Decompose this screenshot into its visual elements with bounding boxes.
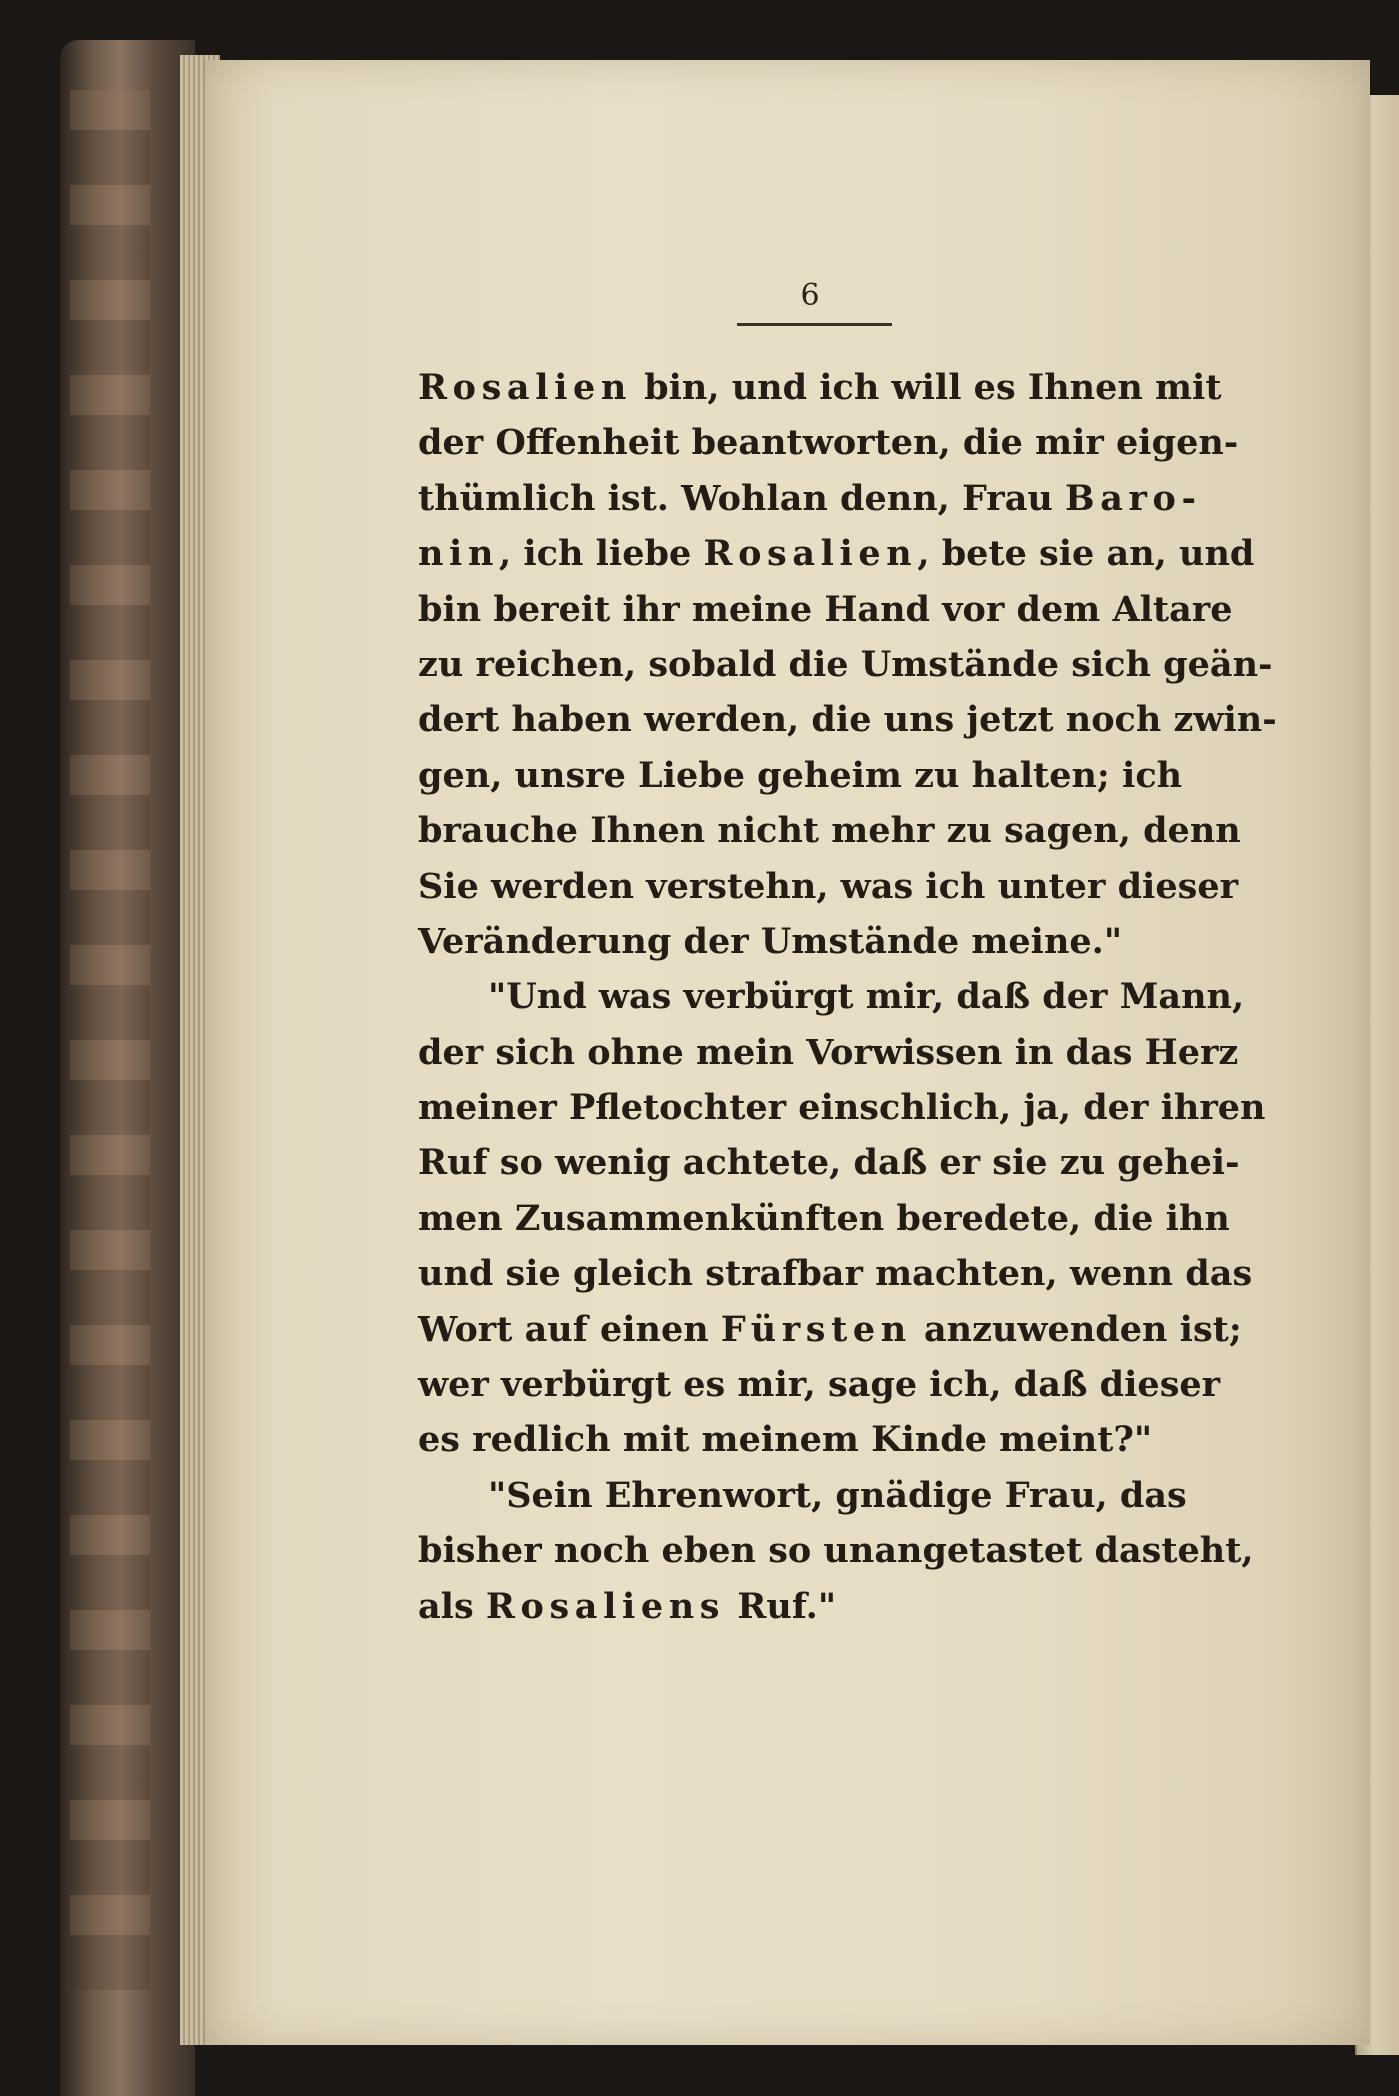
text-segment: der Offenheit beantworten, die mir eigen- — [418, 422, 1239, 464]
text-line — [418, 1523, 1254, 1578]
text-segment: gen, unsre Liebe geheim zu halten; ich — [418, 754, 1183, 796]
text-segment: meiner Pfletochter einschlich, ja, der ihren — [418, 1087, 1266, 1129]
spaced-word: Rosalien — [703, 533, 918, 575]
text-segment: bisher noch eben so unangetastet dasteht, — [418, 1530, 1254, 1572]
text-segment: anzuwenden ist; — [911, 1308, 1242, 1350]
spaced-word: Baro- — [1065, 477, 1202, 519]
spaced-word: nin — [418, 533, 499, 575]
text-line — [418, 803, 1241, 858]
page-number: 6 — [800, 278, 820, 313]
text-line — [418, 360, 1222, 415]
text-segment: Ruf so wenig achtete, daß er sie zu gehei- — [418, 1142, 1240, 1184]
text-line — [418, 637, 1273, 692]
text-segment: brauche Ihnen nicht mehr zu sagen, denn — [418, 810, 1241, 852]
text-line — [418, 1357, 1221, 1412]
text-line — [418, 969, 1245, 1024]
text-segment: "Und was verbürgt mir, daß der Mann, — [488, 976, 1245, 1018]
text-segment: als — [418, 1585, 486, 1627]
text-segment: es redlich mit meinem Kinde meint?" — [418, 1419, 1153, 1461]
text-line — [418, 1412, 1170, 1467]
text-line — [418, 1025, 1239, 1080]
spaced-word: Rosalien — [418, 367, 632, 408]
text-line — [418, 526, 1255, 581]
text-segment: zu reichen, sobald die Umstände sich geän- — [418, 643, 1273, 685]
text-line — [418, 1579, 1170, 1634]
text-segment: dert haben werden, die uns jetzt noch zwin- — [418, 699, 1277, 741]
text-segment: Sie werden verstehn, was ich unter dieser — [418, 865, 1239, 907]
text-segment: , ich liebe — [499, 533, 704, 575]
text-segment: bin bereit ihr meine Hand vor dem Altare — [418, 588, 1233, 630]
text-segment: , bete sie an, und — [917, 533, 1255, 575]
text-segment: der sich ohne mein Vorwissen in das Herz — [418, 1031, 1239, 1073]
text-segment: Ruf." — [725, 1585, 837, 1627]
spine-texture — [70, 90, 150, 1990]
text-line — [418, 471, 1202, 526]
text-segment: bin, und ich will es Ihnen mit — [631, 367, 1222, 408]
text-line — [418, 748, 1183, 803]
header-rule — [737, 323, 892, 326]
text-segment: Wort auf einen — [418, 1308, 721, 1350]
text-segment: wer verbürgt es mir, sage ich, daß dieser — [418, 1364, 1221, 1406]
text-segment: thümlich ist. Wohlan denn, Frau — [418, 477, 1066, 519]
text-line — [418, 1246, 1253, 1301]
text-line — [418, 1468, 1187, 1523]
text-line — [418, 1302, 1242, 1357]
text-segment: "Sein Ehrenwort, gnädige Frau, das — [488, 1474, 1187, 1516]
spaced-word: Fürsten — [720, 1308, 912, 1350]
text-line — [418, 859, 1239, 914]
text-segment: Veränderung der Umstände meine." — [418, 920, 1123, 962]
text-line — [418, 582, 1233, 637]
text-line — [418, 1080, 1266, 1135]
page-body-text — [418, 360, 1277, 1634]
text-line — [418, 415, 1239, 470]
text-line — [418, 692, 1277, 747]
spaced-word: Rosaliens — [485, 1585, 726, 1627]
text-segment: men Zusammenkünften beredete, die ihn — [418, 1197, 1230, 1239]
text-line — [418, 914, 1170, 969]
text-line — [418, 1191, 1230, 1246]
text-segment: und sie gleich strafbar machten, wenn das — [418, 1253, 1253, 1295]
text-line — [418, 1135, 1240, 1190]
